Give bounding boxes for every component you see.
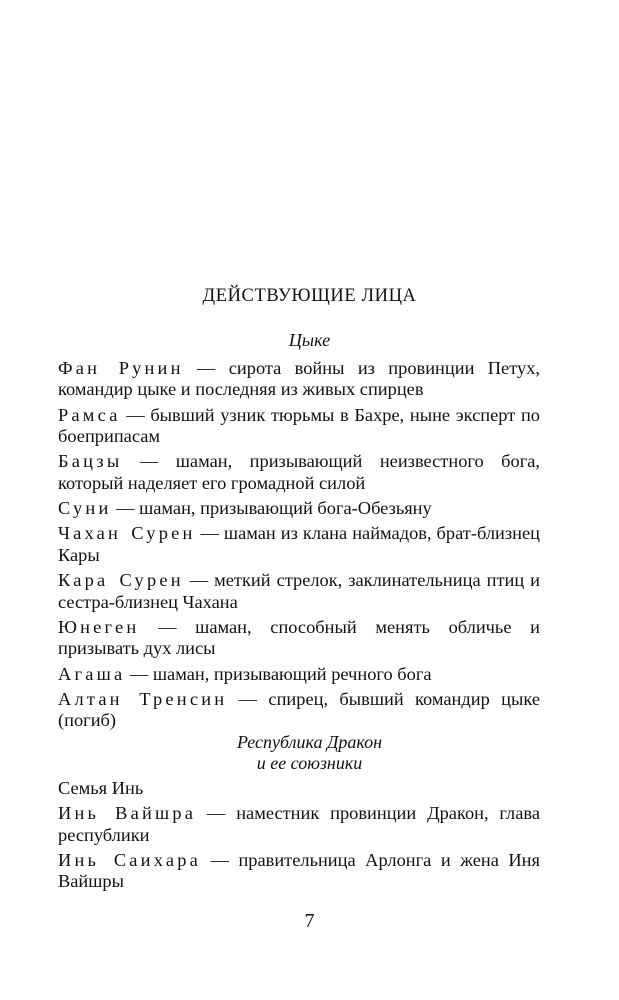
character-list-cike [58,358,540,736]
character-description: — меткий стрелок, заклинательница птиц и сестра-близнец Чахана [58,570,540,612]
character-description: — правительница Арлонга и жена Иня Вайшры [58,850,540,892]
character-entry [58,451,540,494]
character-entry [58,850,540,893]
character-name: Суни [58,498,112,519]
character-name: Юнеген [58,616,140,637]
page-number: 7 [304,910,315,932]
character-name: Алтан Тренсин [58,688,228,709]
character-description: — шаман, призывающий речного бога [125,663,432,684]
character-name: Фан Рунин [58,358,184,378]
character-description: — шаман, призывающий бога-Обезьяну [111,498,432,519]
character-entry [58,689,540,732]
character-description: — наместник провинции Дракон, глава республики [58,803,540,845]
section-heading-republic-line1: Республика Дракон [236,732,383,752]
character-entry [58,664,540,685]
character-name: Бацзы [58,451,123,472]
character-entry [58,498,540,519]
character-entry [58,617,540,660]
character-description: — сирота войны из провинции Петух, командир цыке и последняя из живых спирцев [58,358,540,400]
character-entry [58,405,540,448]
character-entry [58,570,540,613]
page-title: ДЕЙСТВУЮЩИЕ ЛИЦА [202,286,417,306]
character-description: — бывший узник тюрьмы в Бахре, ныне эксперт по боеприпасам [58,404,540,447]
character-name: Агаша [58,663,126,684]
section-heading-cike: Цыке [288,330,331,350]
character-entry [58,358,540,401]
character-name: Чахан Сурен [58,523,196,544]
character-description: — шаман, способный менять обличье и призывать дух лисы [58,616,540,659]
character-description: — шаман, призывающий неизвестного бога, который наделяет его громадной силой [58,451,540,493]
character-entry [58,523,540,566]
character-description: — шаман из клана наймадов, брат-близнец Кары [58,523,540,565]
character-description: — спирец, бывший командир цыке (погиб) [58,688,540,731]
character-list-republic [58,778,540,897]
character-name: Инь Вайшра [58,803,197,824]
character-name: Инь Саихара [58,850,201,870]
character-entry [58,803,540,846]
family-label: Семья Инь [58,778,144,798]
character-name: Рамса [58,404,121,425]
section-heading-republic-line2: и ее союзники [256,753,363,773]
section-heading-republic [0,732,619,774]
character-name: Кара Сурен [58,570,184,591]
